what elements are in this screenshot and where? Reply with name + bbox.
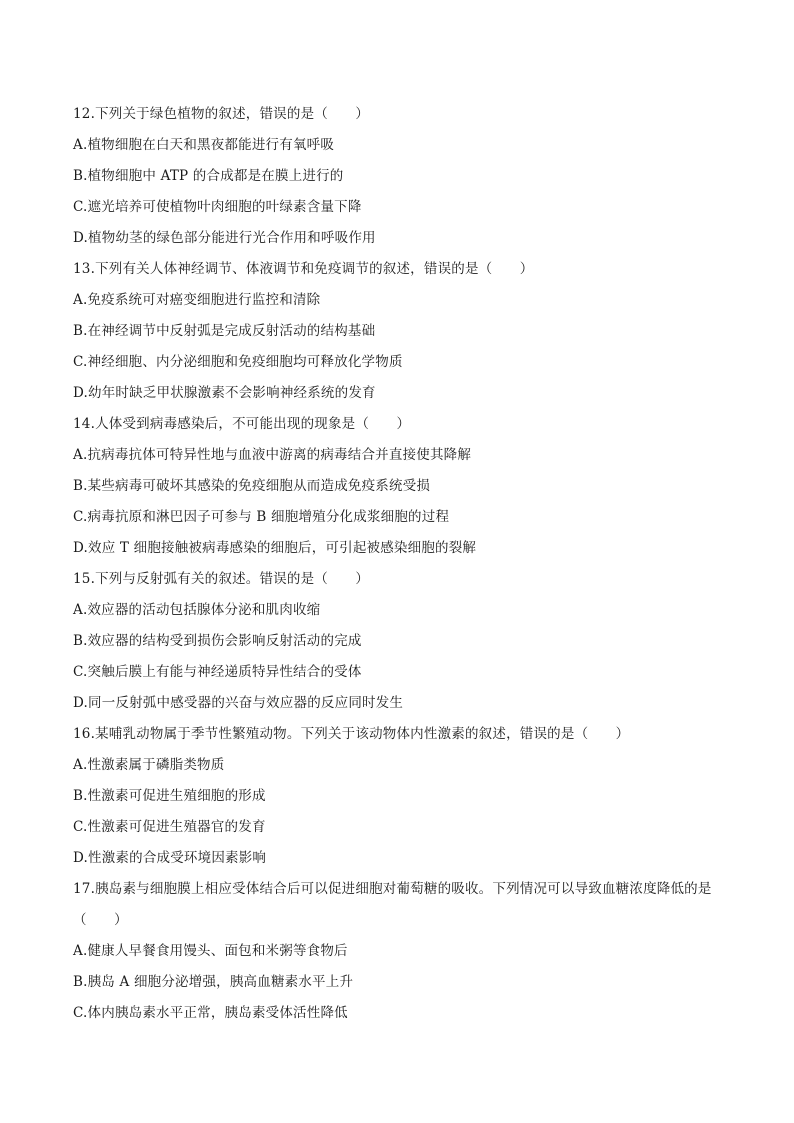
question-list <box>73 99 733 1029</box>
question-stem: 16.某哺乳动物属于季节性繁殖动物。下列关于该动物体内性激素的叙述，错误的是（ ） <box>73 726 630 742</box>
option-d: D.同一反射弧中感受器的兴奋与效应器的反应同时发生 <box>73 695 404 711</box>
option-a: A.性激素属于磷脂类物质 <box>73 757 225 773</box>
option-d: D.性激素的合成受环境因素影响 <box>73 850 267 866</box>
option-b: B.性激素可促进生殖细胞的形成 <box>73 788 266 804</box>
question-17 <box>73 874 733 1029</box>
option-c: C.突触后膜上有能与神经递质特异性结合的受体 <box>73 664 362 680</box>
option-b: B.在神经调节中反射弧是完成反射活动的结构基础 <box>73 323 376 339</box>
question-stem: 13.下列有关人体神经调节、体液调节和免疫调节的叙述，错误的是（ ） <box>73 261 534 277</box>
option-a: A.植物细胞在白天和黑夜都能进行有氧呼吸 <box>73 137 335 153</box>
option-b: B.效应器的结构受到损伤会影响反射活动的完成 <box>73 633 362 649</box>
option-b: B.胰岛 A 细胞分泌增强，胰高血糖素水平上升 <box>73 974 354 990</box>
option-c: C.遮光培养可使植物叶肉细胞的叶绿素含量下降 <box>73 199 362 215</box>
option-d: D.植物幼茎的绿色部分能进行光合作用和呼吸作用 <box>73 230 376 246</box>
question-12 <box>73 99 733 254</box>
option-c: C.病毒抗原和淋巴因子可参与 B 细胞增殖分化成浆细胞的过程 <box>73 509 450 525</box>
question-13 <box>73 254 733 409</box>
question-14 <box>73 409 733 564</box>
option-c: C.性激素可促进生殖器官的发育 <box>73 819 266 835</box>
option-a: A.抗病毒抗体可特异性地与血液中游离的病毒结合并直接使其降解 <box>73 447 472 463</box>
option-a: A.效应器的活动包括腺体分泌和肌肉收缩 <box>73 602 321 618</box>
question-stem: 15.下列与反射弧有关的叙述。错误的是（ ） <box>73 571 370 587</box>
question-stem: 12.下列关于绿色植物的叙述，错误的是（ ） <box>73 106 370 122</box>
option-d: D.效应 T 细胞接触被病毒感染的细胞后，可引起被感染细胞的裂解 <box>73 540 477 556</box>
option-d: D.幼年时缺乏甲状腺激素不会影响神经系统的发育 <box>73 385 376 401</box>
question-stem: 14.人体受到病毒感染后，不可能出现的现象是（ ） <box>73 416 411 432</box>
question-16 <box>73 719 733 874</box>
question-15 <box>73 564 733 719</box>
question-stem: 17.胰岛素与细胞膜上相应受体结合后可以促进细胞对葡萄糖的吸收。下列情况可以导致血糖浓度降低的是（ ） <box>73 881 712 928</box>
option-b: B.某些病毒可破坏其感染的免疫细胞从而造成免疫系统受损 <box>73 478 431 494</box>
option-c: C.体内胰岛素水平正常，胰岛素受体活性降低 <box>73 1005 348 1021</box>
option-a: A.免疫系统可对癌变细胞进行监控和清除 <box>73 292 321 308</box>
option-b: B.植物细胞中 ATP 的合成都是在膜上进行的 <box>73 168 344 184</box>
option-c: C.神经细胞、内分泌细胞和免疫细胞均可释放化学物质 <box>73 354 403 370</box>
option-a: A.健康人早餐食用馒头、面包和米粥等食物后 <box>73 943 348 959</box>
